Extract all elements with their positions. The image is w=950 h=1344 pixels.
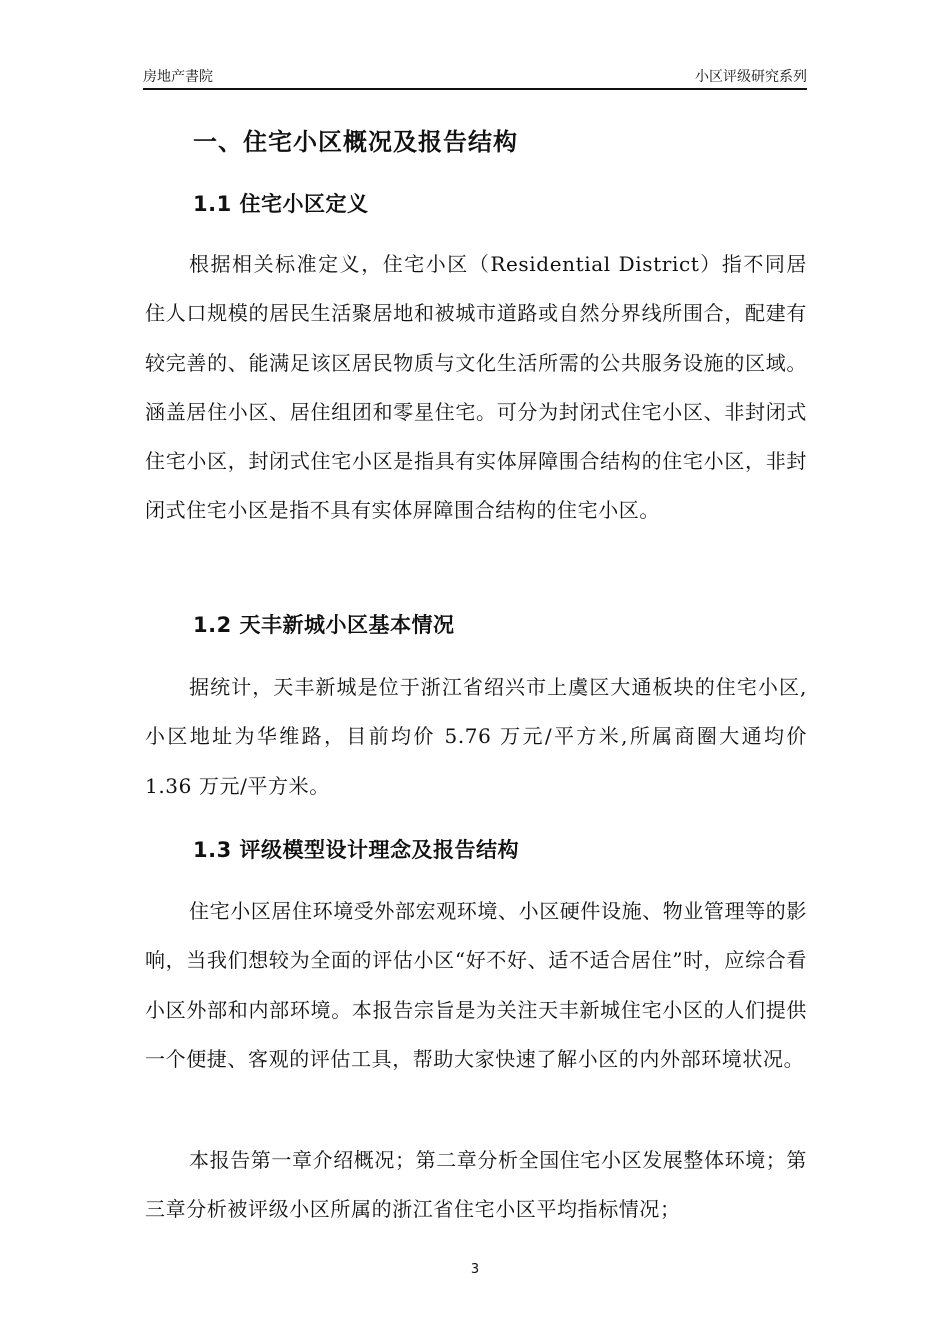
section-1-1-paragraph: 根据相关标准定义，住宅小区（Residential District）指不同居住人口规模的居民生活聚居地和被城市道路或自然分界线所围合，配建有较完善的、能满足该区居民物质与文化生活所需的公共服务设施的区域。涵盖居住小区、居住组团和零星住宅。可分为封闭式住宅小区、非封闭式住宅小区，封闭式住宅小区是指具有实体屏障围合结构的住宅小区，非封闭式住宅小区是指不具有实体屏障围合结构的住宅小区。 (145, 252, 807, 523)
page-header (143, 66, 807, 88)
section-heading-1-2: 1.2 天丰新城小区基本情况 (193, 613, 455, 637)
section-1-2-paragraph: 据统计，天丰新城是位于浙江省绍兴市上虞区大通板块的住宅小区,小区地址为华维路，目前均价 5.76 万元/平方米,所属商圈大通均价 1.36 万元/平方米。 (145, 675, 807, 798)
header-divider (143, 88, 807, 90)
header-series: 小区评级研究系列 (695, 69, 807, 85)
section-heading-1-1: 1.1 住宅小区定义 (193, 192, 369, 216)
section-1-3-paragraph-2: 本报告第一章介绍概况；第二章分析全国住宅小区发展整体环境；第三章分析被评级小区所属的浙江省住宅小区平均指标情况； (145, 1148, 807, 1222)
page-number: 3 (470, 1262, 480, 1277)
section-heading-1-3: 1.3 评级模型设计理念及报告结构 (193, 838, 520, 862)
section-1-3-paragraph-1: 住宅小区居住环境受外部宏观环境、小区硬件设施、物业管理等的影响，当我们想较为全面的评估小区“好不好、适不适合居住”时，应综合看小区外部和内部环境。本报告宗旨是为关注天丰新城住宅小区的人们提供一个便捷、客观的评估工具，帮助大家快速了解小区的内外部环境状况。 (145, 899, 807, 1071)
header-publisher: 房地产書院 (143, 69, 213, 85)
chapter-title: 一、住宅小区概况及报告结构 (193, 128, 518, 156)
